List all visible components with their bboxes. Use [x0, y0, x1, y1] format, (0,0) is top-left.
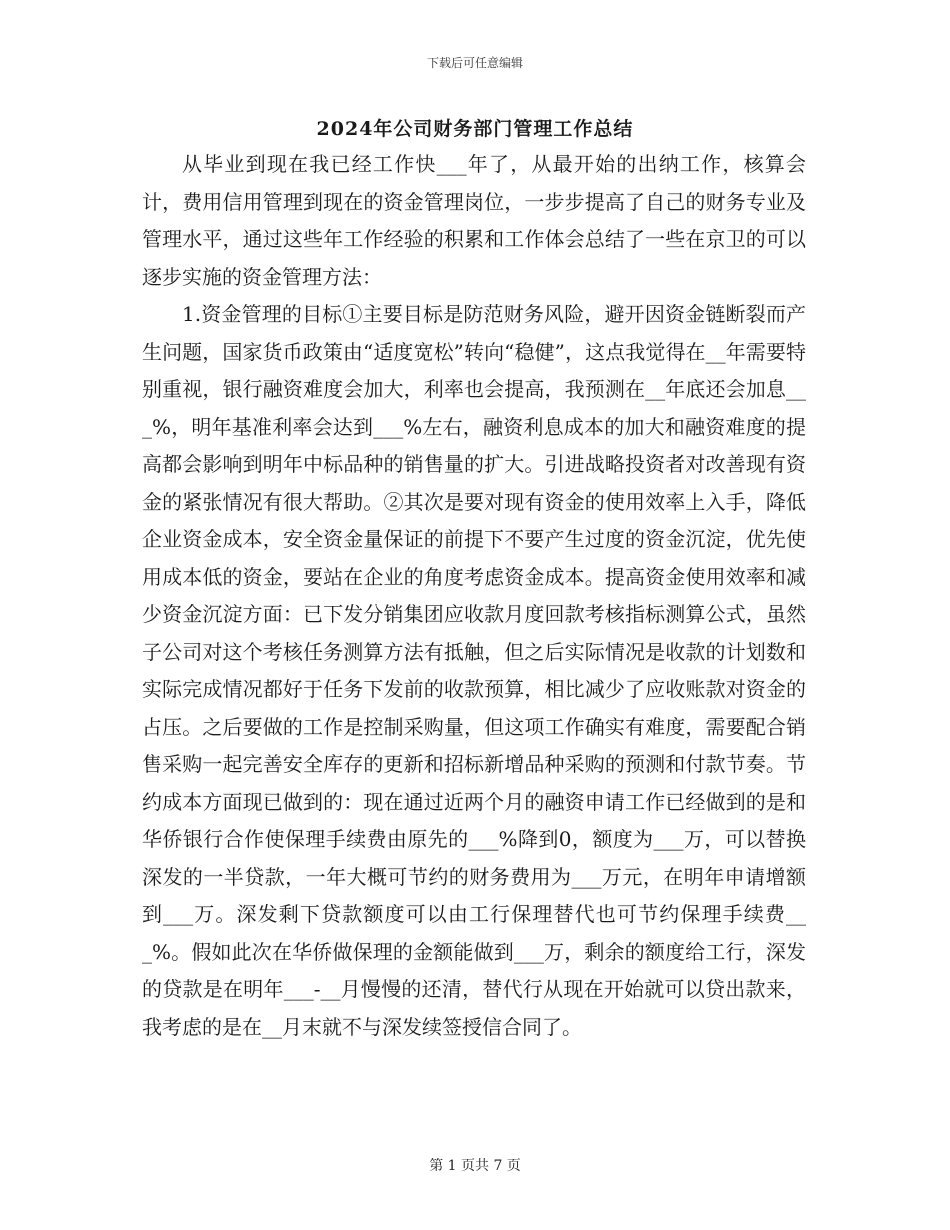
- header-note: 下载后可任意编辑: [426, 56, 523, 70]
- paragraph-fund-management: 1.资金管理的目标①主要目标是防范财务风险，避开因资金链断裂而产生问题，国家货币政策由“适度宽松”转向“稳健”，这点我觉得在__年需要特别重视，银行融资难度会加大，利率也会提高，我预测在__年底还会加息___%，明年基准利率会达到___%左右，融资利息成本的加大和融资难度的提高都会影响到明年中标品种的销售量的扩大。引进战略投资者对改善现有资金的紧张情况有很大帮助。②其次是要对现有资金的使用效率上入手，降低企业资金成本，安全资金量保证的前提下不要产生过度的资金沉淀，优先使用成本低的资金，要站在企业的角度考虑资金成本。提高资金使用效率和减少资金沉淀方面：已下发分销集团应收款月度回款考核指标测算公式，虽然子公司对这个考核任务测算方法有抵触，但之后实际情况是收款的计划数和实际完成情况都好于任务下发前的收款预算，相比减少了应收账款对资金的占压。之后要做的工作是控制采购量，但这项工作确实有难度，需要配合销售采购一起完善安全库存的更新和招标新增品种采购的预测和付款节奏。节约成本方面现已做到的：现在通过近两个月的融资申请工作已经做到的是和华侨银行合作使保理手续费由原先的___%降到0，额度为___万，可以替换深发的一半贷款，一年大概可节约的财务费用为___万元，在明年申请增额到___万。深发剩下贷款额度可以由工行保理替代也可节约保理手续费___%。假如此次在华侨做保理的金额能做到___万，剩余的额度给工行，深发的贷款是在明年___-__月慢慢的还清，替代行从现在开始就可以贷出款来，我考虑的是在__月末就不与深发续签授信合同了。: [142, 302, 806, 1039]
- document-title: 2024年公司财务部门管理工作总结: [316, 118, 634, 140]
- paragraph-intro: 从毕业到现在我已经工作快___年了，从最开始的出纳工作，核算会计，费用信用管理到现在的资金管理岗位，一步步提高了自己的财务专业及管理水平，通过这些年工作经验的积累和工作体会总结了一些在京卫的可以逐步实施的资金管理方法：: [142, 152, 806, 289]
- document-body: [142, 146, 806, 1046]
- page-number: 第 1 页共 7 页: [429, 1158, 521, 1174]
